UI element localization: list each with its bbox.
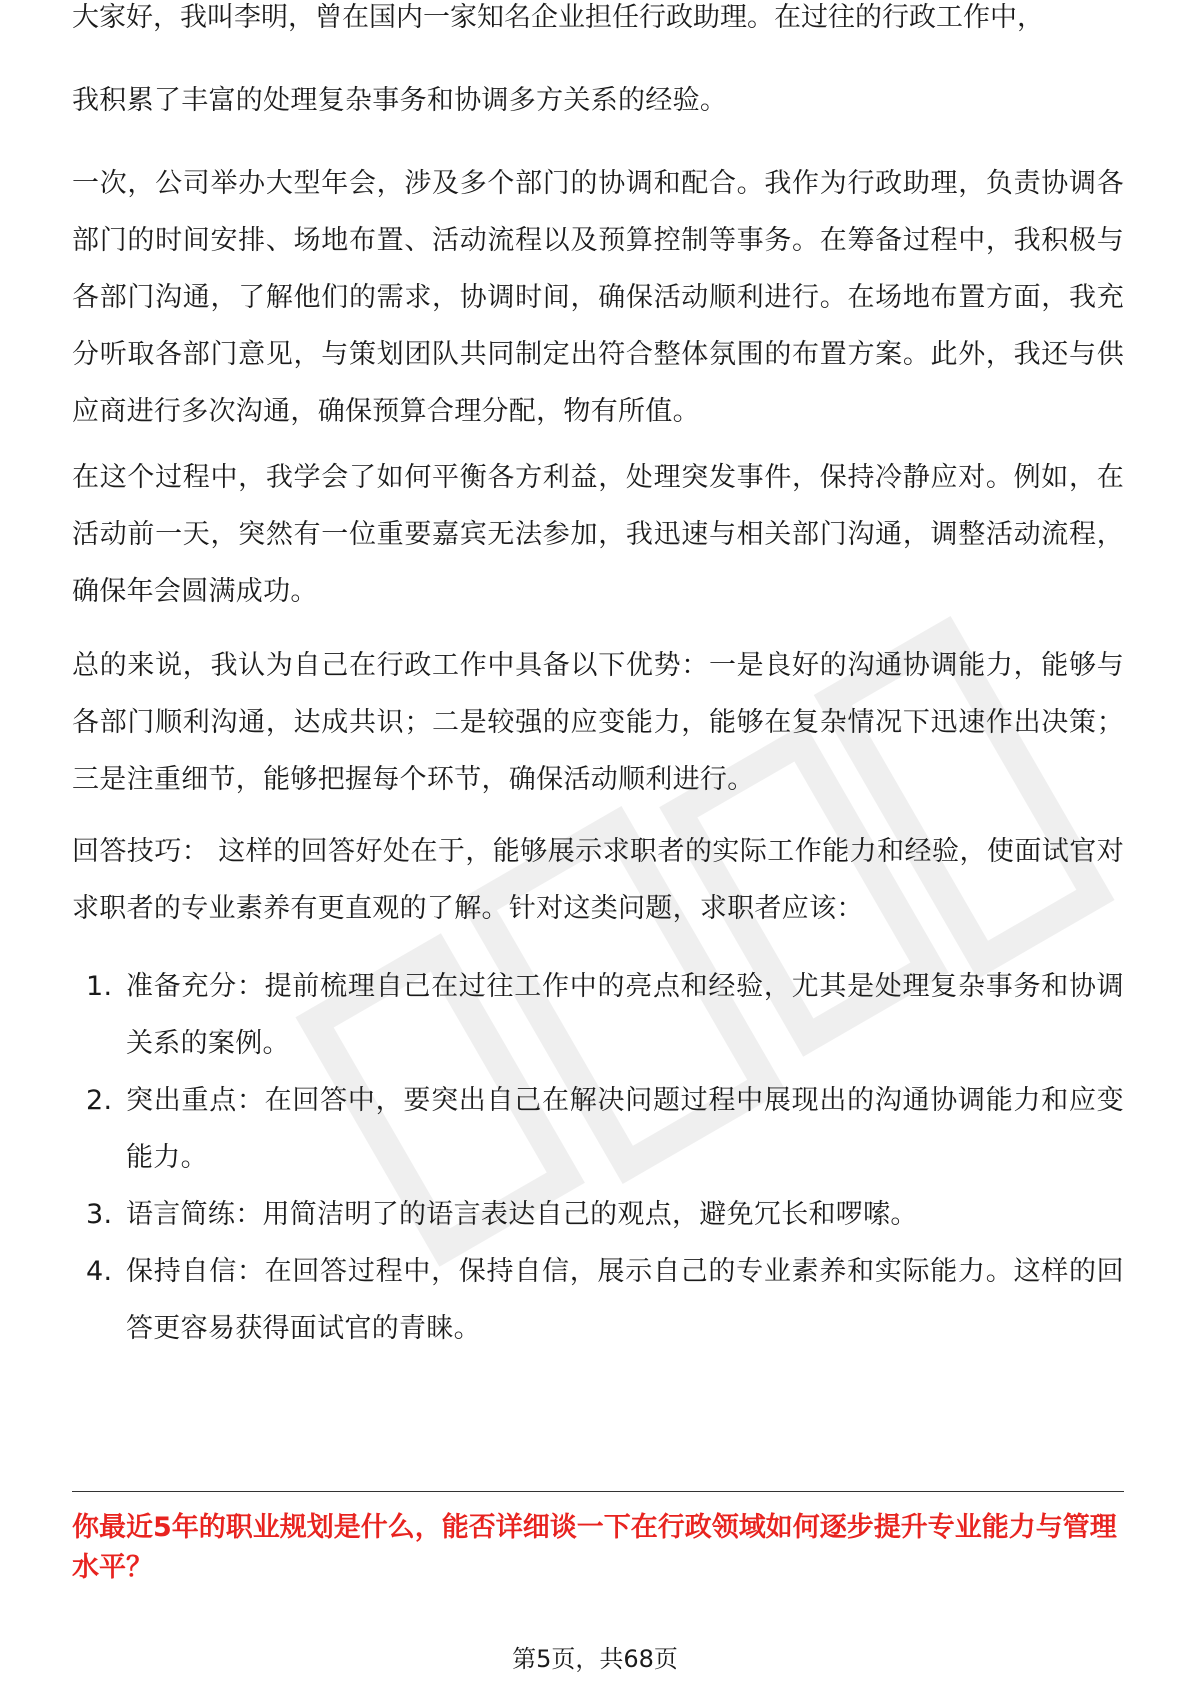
list-item xyxy=(72,1186,1124,1243)
page-number-footer: 第5页，共68页 xyxy=(512,1645,678,1673)
paragraph-3: 在这个过程中，我学会了如何平衡各方利益，处理突发事件，保持冷静应对。例如，在活动前一天，突然有一位重要嘉宾无法参加，我迅速与相关部门沟通，调整活动流程，确保年会圆满成功。 xyxy=(72,462,1124,607)
list-item xyxy=(72,1072,1124,1186)
list-text: 保持自信：在回答过程中，保持自信，展示自己的专业素养和实际能力。这样的回答更容易获得面试官的青睐。 xyxy=(126,1256,1124,1344)
cut-off-top-line: 大家好，我叫李明，曾在国内一家知名企业担任行政助理。在过往的行政工作中， xyxy=(72,2,1044,33)
section-divider xyxy=(72,1491,1124,1492)
list-number: 4. xyxy=(86,1256,113,1287)
list-item xyxy=(72,1243,1124,1357)
list-text: 语言简练：用简洁明了的语言表达自己的观点，避免冗长和啰嗦。 xyxy=(126,1199,918,1230)
list-number: 3. xyxy=(86,1199,113,1230)
paragraph-2: 一次，公司举办大型年会，涉及多个部门的协调和配合。我作为行政助理，负责协调各部门的时间安排、场地布置、活动流程以及预算控制等事务。在筹备过程中，我积极与各部门沟通，了解他们的需求，协调时间，确保活动顺利进行。在场地布置方面，我充分听取各部门意见，与策划团队共同制定出符合整体氛围的布置方案。此外，我还与供应商进行多次沟通，确保预算合理分配，物有所值。 xyxy=(72,168,1124,427)
list-item xyxy=(72,958,1124,1072)
list-text: 准备充分：提前梳理自己在过往工作中的亮点和经验，尤其是处理复杂事务和协调关系的案例。 xyxy=(126,971,1124,1059)
tips-list xyxy=(72,958,1124,1357)
list-text: 突出重点：在回答中，要突出自己在解决问题过程中展现出的沟通协调能力和应变能力。 xyxy=(126,1085,1124,1173)
paragraph-4: 总的来说，我认为自己在行政工作中具备以下优势：一是良好的沟通协调能力，能够与各部门顺利沟通，达成共识；二是较强的应变能力，能够在复杂情况下迅速作出决策；三是注重细节，能够把握每个环节，确保活动顺利进行。 xyxy=(72,650,1124,795)
next-question-heading: 你最近5年的职业规划是什么，能否详细谈一下在行政领域如何逐步提升专业能力与管理水平？ xyxy=(72,1512,1117,1583)
list-number: 2. xyxy=(86,1085,113,1116)
answer-tips-intro: 回答技巧： 这样的回答好处在于，能够展示求职者的实际工作能力和经验，使面试官对求职者的专业素养有更直观的了解。针对这类问题，求职者应该： xyxy=(72,836,1124,924)
list-number: 1. xyxy=(86,971,113,1002)
paragraph-1: 我积累了丰富的处理复杂事务和协调多方关系的经验。 xyxy=(72,85,728,116)
